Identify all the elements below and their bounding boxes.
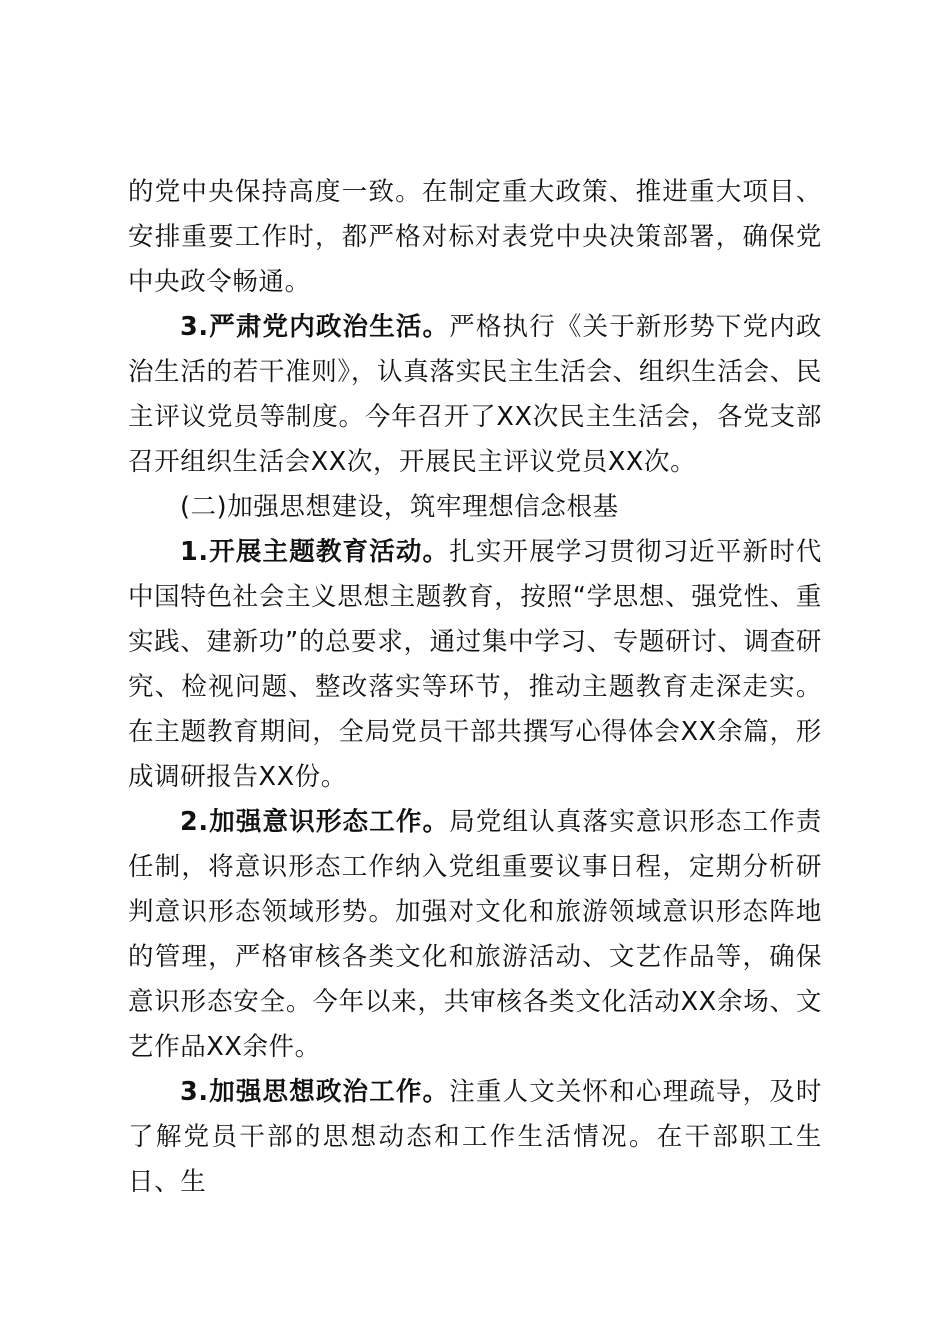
paragraph-ideology-work: [128, 800, 822, 1070]
paragraph-text: 的党中央保持高度一致。在制定重大政策、推进重大项目、安排重要工作时，都严格对标对表党中央决策部署，确保党中央政令畅通。: [128, 177, 822, 297]
paragraph-continuation: [128, 170, 822, 305]
paragraph-text: 注重人文关怀和心理疏导，及时了解党员干部的思想动态和工作生活情况。在干部职工生日、生: [128, 1077, 823, 1197]
paragraph-heading: 3.严肃党内政治生活。: [180, 312, 450, 342]
paragraph-heading: 1.开展主题教育活动。: [180, 537, 450, 567]
section-heading-text: (二)加强思想建设，筑牢理想信念根基: [180, 492, 619, 522]
section-heading: [128, 485, 822, 530]
paragraph-text: 严格执行《关于新形势下党内政治生活的若干准则》，认真落实民主生活会、组织生活会、民主评议党员等制度。今年召开了XX次民主生活会，各党支部召开组织生活会XX次，开展民主评议党员XX次。: [128, 312, 823, 477]
paragraph-heading: 2.加强意识形态工作。: [180, 807, 450, 837]
paragraph-text: 局党组认真落实意识形态工作责任制，将意识形态工作纳入党组重要议事日程，定期分析研判意识形态领域形势。加强对文化和旅游领域意识形态阵地的管理，严格审核各类文化和旅游活动、文艺作品等，确保意识形态安全。今年以来，共审核各类文化活动XX余场、文艺作品XX余件。: [128, 807, 823, 1062]
paragraph-theme-education: [128, 530, 822, 800]
paragraph-political-work: [128, 1070, 822, 1205]
paragraph-heading: 3.加强思想政治工作。: [180, 1077, 450, 1107]
paragraph-strict-political-life: [128, 305, 822, 485]
document-body: [128, 170, 822, 1205]
paragraph-text: 扎实开展学习贯彻习近平新时代中国特色社会主义思想主题教育，按照“学思想、强党性、重实践、建新功”的总要求，通过集中学习、专题研讨、调查研究、检视问题、整改落实等环节，推动主题教育走深走实。在主题教育期间，全局党员干部共撰写心得体会XX余篇，形成调研报告XX份。: [128, 537, 823, 792]
